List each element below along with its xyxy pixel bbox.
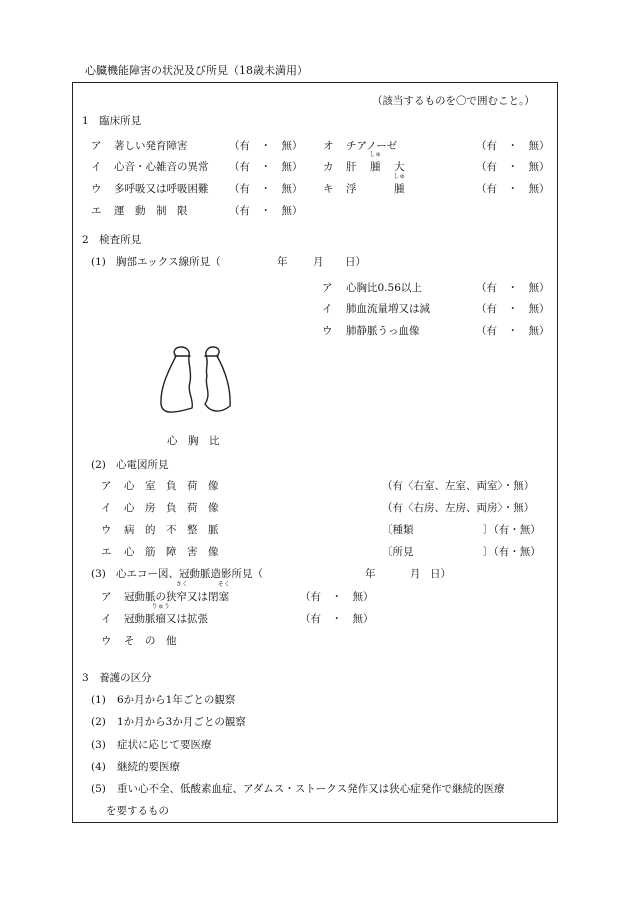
- yes-no[interactable]: （有 ・ 無）: [476, 161, 550, 173]
- echo-day: 日）: [430, 568, 451, 580]
- arrhythmia-type[interactable]: 〔種類: [382, 524, 414, 536]
- yes-no[interactable]: （有 ・ 無）: [229, 161, 303, 173]
- yes-no[interactable]: （有 ・ 無）: [300, 613, 374, 625]
- yes-no[interactable]: （有 ・ 無）: [476, 325, 550, 337]
- xray-month: 月: [313, 256, 324, 268]
- yes-no[interactable]: 〕（有・無）: [483, 524, 541, 536]
- yes-no[interactable]: 〕（有・無）: [483, 546, 541, 558]
- left-lung-outline: [205, 356, 230, 411]
- xray-label: 胸部エックス線所見（: [116, 256, 221, 268]
- right-lung-outline: [161, 356, 192, 412]
- echo-year: 年: [365, 568, 376, 580]
- yes-no[interactable]: （有 ・ 無）: [300, 591, 374, 603]
- ecg-value[interactable]: （有〈右房、左房、両房〉・無）: [382, 502, 535, 514]
- yes-no[interactable]: （有 ・ 無）: [229, 205, 303, 217]
- xray-year: 年: [277, 256, 288, 268]
- ctr-label: 心 胸 比: [167, 435, 220, 447]
- xray-day: 日）: [345, 256, 366, 268]
- instruction: （該当するものを〇で囲むこと。）: [372, 95, 535, 107]
- section1-heading: 1 臨床所見: [82, 115, 142, 127]
- left-lung-apex: [206, 347, 219, 356]
- yes-no[interactable]: （有 ・ 無）: [476, 140, 550, 152]
- ecg-value[interactable]: （有〈右室、左室、両室〉・無）: [382, 480, 535, 492]
- findings-field[interactable]: 〔所見: [382, 546, 414, 558]
- yes-no[interactable]: （有 ・ 無）: [229, 140, 303, 152]
- yes-no[interactable]: （有 ・ 無）: [476, 183, 550, 195]
- yes-no[interactable]: （有 ・ 無）: [476, 303, 550, 315]
- lung-diagram: [150, 342, 240, 422]
- form-title: 心臓機能障害の状況及び所見（18歳未満用）: [85, 64, 308, 77]
- right-lung-apex: [174, 347, 189, 356]
- echo-month: 月: [410, 568, 421, 580]
- echo-label: 心エコー図、冠動脈造影所見（: [116, 568, 263, 580]
- yes-no[interactable]: （有 ・ 無）: [476, 282, 550, 294]
- ecg-label: 心電図所見: [116, 459, 169, 471]
- section2-heading: 2 検査所見: [82, 234, 142, 246]
- section3-heading: 3 養護の区分: [82, 672, 152, 684]
- yes-no[interactable]: （有 ・ 無）: [229, 183, 303, 195]
